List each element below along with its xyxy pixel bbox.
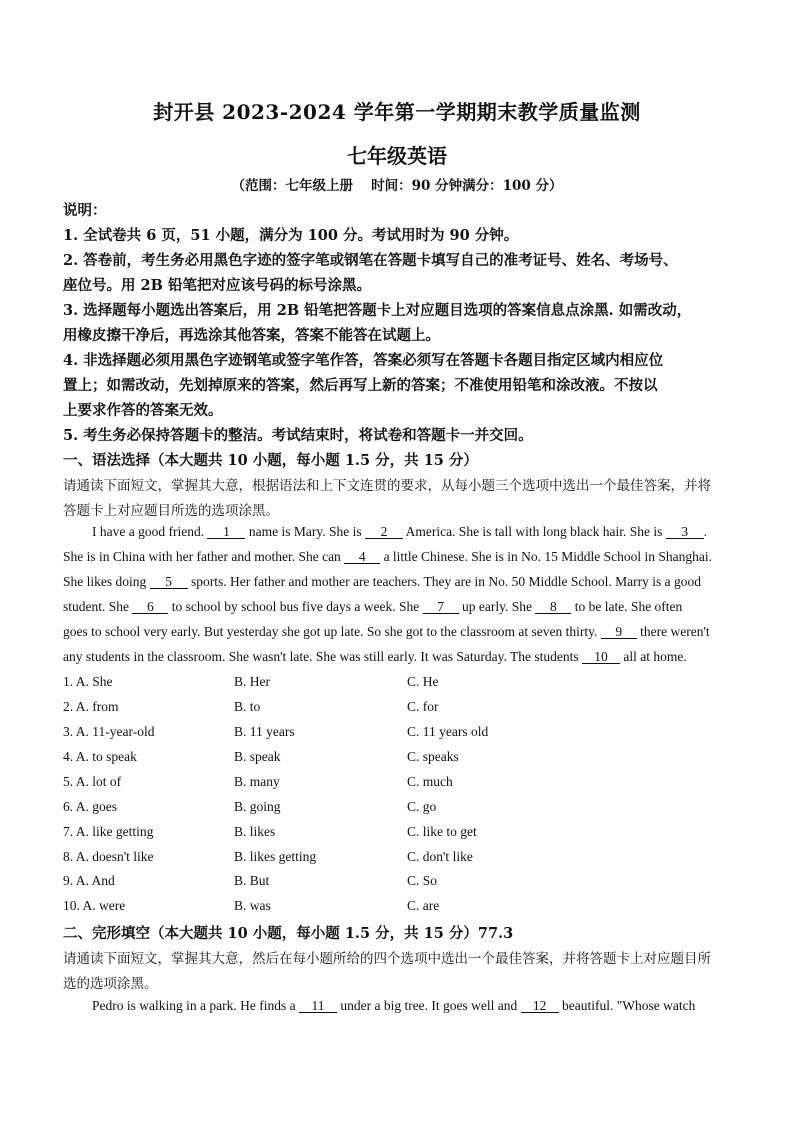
passage-text: goes to school very early. But yesterday she got up late. So she got to the classroom at seven thirty. bbox=[63, 624, 601, 639]
section1-direction-2: 答题卡上对应题目所选的选项涂黑。 bbox=[63, 503, 279, 519]
option-5a: 5. A. lot of bbox=[63, 774, 122, 789]
passage-line-6 bbox=[63, 649, 743, 665]
instruction-line-7: 置上；如需改动，先划掉原来的答案，然后再写上新的答案；不准使用铅笔和涂改液。不按以 bbox=[63, 377, 658, 394]
blank-2: 2 bbox=[365, 525, 403, 539]
blank-11: 11 bbox=[299, 999, 337, 1013]
option-5c: C. much bbox=[407, 774, 453, 789]
passage-text: student. She bbox=[63, 599, 133, 614]
passage-line-4 bbox=[63, 599, 743, 615]
passage-text: there weren't bbox=[636, 624, 710, 639]
passage-text: beautiful. "Whose watch bbox=[558, 998, 696, 1013]
exam-title: 封开县 2023-2024 学年第一学期期末教学质量监测 bbox=[153, 100, 641, 124]
option-3a: 3. A. 11-year-old bbox=[63, 724, 155, 739]
passage-line-1 bbox=[92, 524, 772, 540]
instruction-line-5: 用橡皮擦干净后，再选涂其他答案，答案不能答在试题上。 bbox=[63, 327, 440, 344]
option-8c: C. don't like bbox=[407, 849, 473, 864]
option-6b: B. going bbox=[234, 799, 281, 814]
option-3b: B. 11 years bbox=[234, 724, 295, 739]
passage-line-2 bbox=[63, 549, 743, 565]
instruction-line-2: 2. 答卷前，考生务必用黑色字迹的签字笔或钢笔在答题卡填写自己的准考证号、姓名、考场号、 bbox=[63, 252, 678, 269]
passage-text: under a big tree. It goes well and bbox=[336, 998, 521, 1013]
option-1a: 1. A. She bbox=[63, 674, 113, 689]
option-10a: 10. A. were bbox=[63, 898, 126, 913]
option-2b: B. to bbox=[234, 699, 261, 714]
passage-text: I have a good friend. bbox=[92, 524, 208, 539]
instruction-line-8: 上要求作答的答案无效。 bbox=[63, 402, 223, 419]
blank-6: 6 bbox=[132, 600, 168, 614]
blank-4: 4 bbox=[344, 550, 380, 564]
exam-subject: 七年级英语 bbox=[347, 144, 447, 168]
blank-8: 8 bbox=[535, 600, 571, 614]
option-10b: B. was bbox=[234, 898, 271, 913]
blank-12: 12 bbox=[521, 999, 559, 1013]
exam-meta: （范围：七年级上册 时间：90 分钟满分：100 分） bbox=[231, 178, 563, 194]
option-10c: C. are bbox=[407, 898, 440, 913]
option-7a: 7. A. like getting bbox=[63, 824, 154, 839]
instruction-line-6: 4. 非选择题必须用黑色字迹钢笔或签字笔作答，答案必须写在答题卡各题目指定区域内相应位 bbox=[63, 352, 664, 369]
option-1b: B. Her bbox=[234, 674, 270, 689]
blank-3: 3 bbox=[666, 525, 704, 539]
option-9b: B. But bbox=[234, 873, 270, 888]
section2-passage-line-1 bbox=[92, 998, 772, 1014]
option-8b: B. likes getting bbox=[234, 849, 317, 864]
passage-text: She likes doing bbox=[63, 574, 150, 589]
option-3c: C. 11 years old bbox=[407, 724, 489, 739]
option-6a: 6. A. goes bbox=[63, 799, 117, 814]
instructions-label: 说明： bbox=[63, 202, 107, 219]
option-5b: B. many bbox=[234, 774, 280, 789]
section2-heading: 二、完形填空（本大题共 10 小题，每小题 1.5 分，共 15 分）77.3 bbox=[63, 925, 514, 942]
instruction-line-3: 座位号。用 2B 铅笔把对应该号码的标号涂黑。 bbox=[63, 277, 371, 294]
option-9a: 9. A. And bbox=[63, 873, 115, 888]
passage-text: America. She is tall with long black hair. She is bbox=[402, 524, 666, 539]
option-4b: B. speak bbox=[234, 749, 281, 764]
passage-line-5 bbox=[63, 624, 743, 640]
option-7c: C. like to get bbox=[407, 824, 477, 839]
passage-text: any students in the classroom. She wasn't late. She was still early. It was Saturday. The students bbox=[63, 649, 582, 664]
passage-text: Pedro is walking in a park. He finds a bbox=[92, 998, 299, 1013]
passage-text: a little Chinese. She is in No. 15 Middle School in Shanghai. bbox=[380, 549, 713, 564]
blank-10: 10 bbox=[582, 650, 620, 664]
section2-direction-1: 请通读下面短文，掌握其大意，然后在每小题所给的四个选项中选出一个最佳答案，并将答题卡上对应题目所 bbox=[63, 951, 711, 967]
passage-text: . bbox=[703, 524, 708, 539]
passage-line-3 bbox=[63, 574, 743, 590]
blank-1: 1 bbox=[207, 525, 245, 539]
passage-text: name is Mary. She is bbox=[245, 524, 365, 539]
option-6c: C. go bbox=[407, 799, 437, 814]
passage-text: to school by school bus five days a week. She bbox=[168, 599, 423, 614]
option-4a: 4. A. to speak bbox=[63, 749, 137, 764]
option-7b: B. likes bbox=[234, 824, 276, 839]
option-4c: C. speaks bbox=[407, 749, 459, 764]
blank-5: 5 bbox=[150, 575, 188, 589]
option-2a: 2. A. from bbox=[63, 699, 119, 714]
option-1c: C. He bbox=[407, 674, 439, 689]
option-8a: 8. A. doesn't like bbox=[63, 849, 154, 864]
section1-heading: 一、语法选择（本大题共 10 小题，每小题 1.5 分，共 15 分） bbox=[63, 452, 478, 469]
passage-text: up early. She bbox=[458, 599, 536, 614]
blank-7: 7 bbox=[423, 600, 459, 614]
instruction-line-1: 1. 全试卷共 6 页，51 小题，满分为 100 分。考试用时为 90 分钟。 bbox=[63, 227, 519, 244]
blank-9: 9 bbox=[601, 625, 637, 639]
section2-direction-2: 选的选项涂黑。 bbox=[63, 976, 158, 992]
passage-text: sports. Her father and mother are teachers. They are in No. 50 Middle School. Marry is a good bbox=[187, 574, 701, 589]
section1-direction-1: 请通读下面短文，掌握其大意，根据语法和上下文连贯的要求，从每小题三个选项中选出一个最佳答案，并将 bbox=[63, 478, 711, 494]
option-2c: C. for bbox=[407, 699, 439, 714]
option-9c: C. So bbox=[407, 873, 438, 888]
instruction-line-9: 5. 考生务必保持答题卡的整洁。考试结束时，将试卷和答题卡一并交回。 bbox=[63, 427, 533, 444]
passage-text: She is in China with her father and mother. She can bbox=[63, 549, 345, 564]
instruction-line-4: 3. 选择题每小题选出答案后，用 2B 铅笔把答题卡上对应题目选项的答案信息点涂黑. 如需改动， bbox=[63, 302, 692, 319]
passage-text: all at home. bbox=[619, 649, 687, 664]
passage-text: to be late. She often bbox=[571, 599, 683, 614]
